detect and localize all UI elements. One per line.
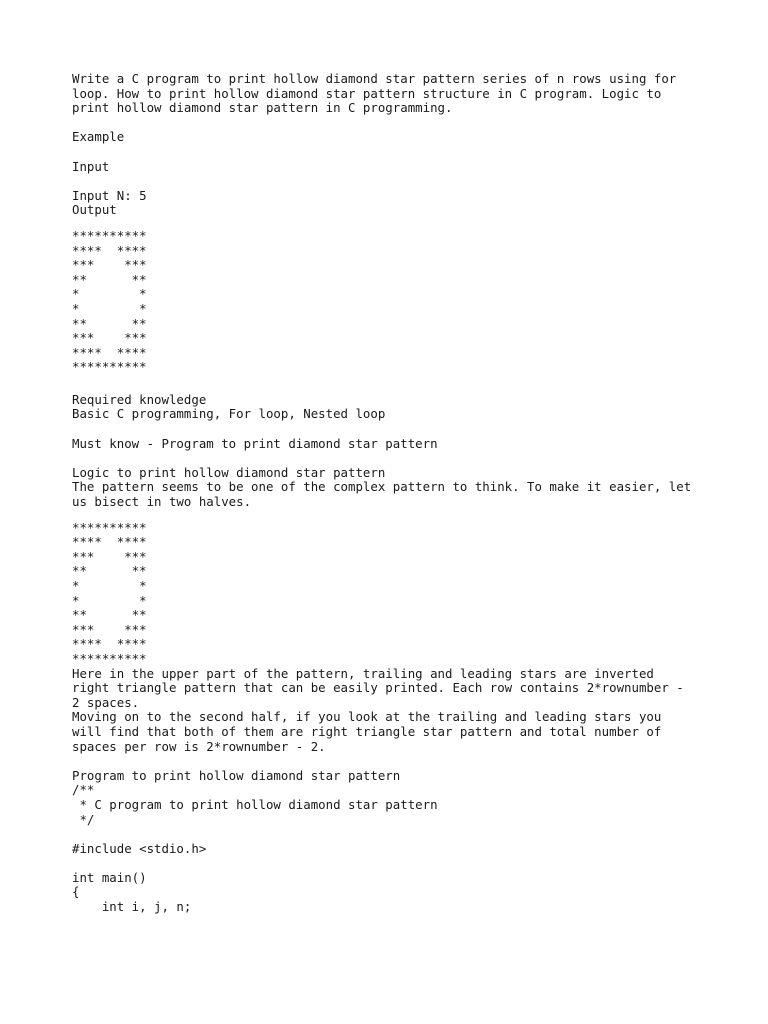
required-knowledge-text: Basic C programming, For loop, Nested loop [72,406,386,422]
logic-heading: Logic to print hollow diamond star pattern [72,464,386,480]
pattern-row: ********** [72,650,147,666]
explanation-line: 2 spaces. [72,694,140,710]
explanation-paragraph [72,667,712,755]
input-heading: Input [72,158,110,174]
intro-paragraph [72,72,712,116]
code-block [72,783,712,914]
explanation-line: will find that both of them are right triangle star pattern and total number of [72,723,662,739]
code-comment-line: * C program to print hollow diamond star pattern [72,796,438,812]
example-heading: Example [72,129,125,145]
star-pattern-output [72,229,712,375]
input-value: Input N: 5 [72,187,147,203]
required-knowledge-heading: Required knowledge [72,391,207,407]
intro-line: loop. How to print hollow diamond star pattern structure in C program. Logic to [72,85,662,101]
pattern-row: * * [72,578,147,593]
explanation-line: Moving on to the second half, if you look at the trailing and leading stars you [72,709,662,725]
logic-line: us bisect in two halves. [72,494,252,510]
pattern-row: * * [72,592,147,608]
intro-line: Write a C program to print hollow diamond star pattern series of n rows using for [72,71,677,86]
star-pattern-halves [72,521,712,667]
code-line: int i, j, n; [72,899,192,915]
code-include-line: #include <stdio.h> [72,840,207,856]
pattern-row: ** ** [72,607,147,623]
program-heading: Program to print hollow diamond star pattern [72,767,401,783]
code-comment-line: */ [72,811,95,827]
pattern-row: ** ** [72,315,147,331]
logic-line: The pattern seems to be one of the complex pattern to think. To make it easier, let [72,479,692,495]
pattern-row: * * [72,286,147,302]
pattern-row: *** *** [72,330,147,346]
code-line: int main() [72,869,147,885]
pattern-row: **** **** [72,344,147,360]
pattern-row: ** ** [72,563,147,579]
document-page [72,72,712,915]
explanation-line: right triangle pattern that can be easily printed. Each row contains 2*rownumber - [72,680,684,696]
pattern-row: *** *** [72,621,147,637]
pattern-row: **** **** [72,242,147,258]
output-heading: Output [72,202,117,218]
code-line: { [72,884,80,900]
pattern-row: *** *** [72,548,147,564]
must-know-text: Must know - Program to print diamond star pattern [72,435,438,451]
intro-line: print hollow diamond star pattern in C programming. [72,100,453,116]
pattern-row: ********** [72,227,147,243]
pattern-row: ********** [72,519,147,535]
explanation-line: spaces per row is 2*rownumber - 2. [72,738,326,754]
explanation-line: Here in the upper part of the pattern, trailing and leading stars are inverted [72,665,654,681]
code-comment-line: /** [72,782,95,798]
pattern-row: **** **** [72,534,147,550]
pattern-row: ** ** [72,271,147,287]
pattern-row: ********** [72,359,147,375]
pattern-row: **** **** [72,636,147,652]
pattern-row: * * [72,300,147,316]
pattern-row: *** *** [72,257,147,273]
